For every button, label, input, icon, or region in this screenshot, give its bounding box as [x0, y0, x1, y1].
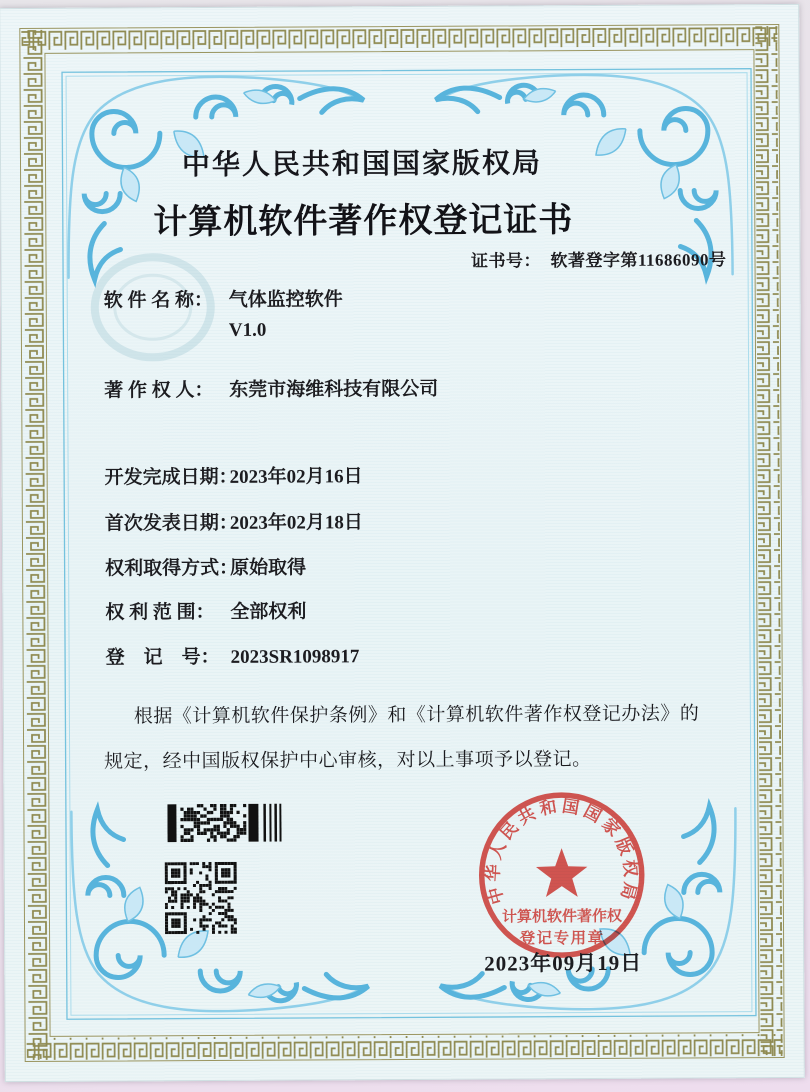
barcode [167, 804, 281, 843]
field-label: 登 记 号： [105, 646, 220, 669]
issuer-title: 中华人民共和国国家版权局 [181, 148, 543, 182]
statement-line-2: 规定，经中国版权保护中心审核，对以上事项予以登记。 [104, 749, 592, 773]
field-value: 2023年02月18日 [229, 512, 363, 534]
field-label: 开发完成日期： [104, 466, 238, 489]
certificate-number [0, 245, 726, 274]
official-seal [461, 775, 662, 976]
seal-text-line1: 计算机软件著作权 [501, 908, 623, 926]
field-value: 气体监控软件 [228, 289, 343, 311]
field-value: 2023SR1098917 [230, 646, 360, 668]
field-label: 软 件 名 称： [103, 289, 214, 312]
certificate-number-label: 证书号： [470, 251, 542, 271]
field-value: 全部权利 [230, 601, 307, 623]
field-label: 权利取得方式： [105, 557, 239, 580]
statement-line-1: 根据《计算机软件保护条例》和《计算机软件著作权登记办法》的 [133, 703, 700, 728]
field-value: 2023年02月16日 [229, 466, 363, 488]
field-value: V1.0 [228, 319, 267, 341]
seal-text-line2: 登记专用章 [519, 929, 605, 948]
certificate-title: 计算机软件著作权登记证书 [153, 202, 574, 242]
seal-star-icon [536, 848, 588, 897]
field-label: 著 作 权 人： [104, 379, 214, 402]
certificate-number-value: 软著登字第11686090号 [550, 250, 727, 271]
field-label: 权 利 范 围： [105, 601, 215, 624]
qr-code [165, 862, 238, 934]
issue-date: 2023年09月19日 [484, 950, 643, 976]
field-value: 东莞市海维科技有限公司 [229, 378, 439, 401]
seal-ring-text: 中华人民共和国国家版权局 [483, 796, 641, 907]
field-value: 原始取得 [230, 557, 307, 579]
certificate-page [0, 4, 805, 1082]
field-label: 首次发表日期： [104, 512, 238, 535]
